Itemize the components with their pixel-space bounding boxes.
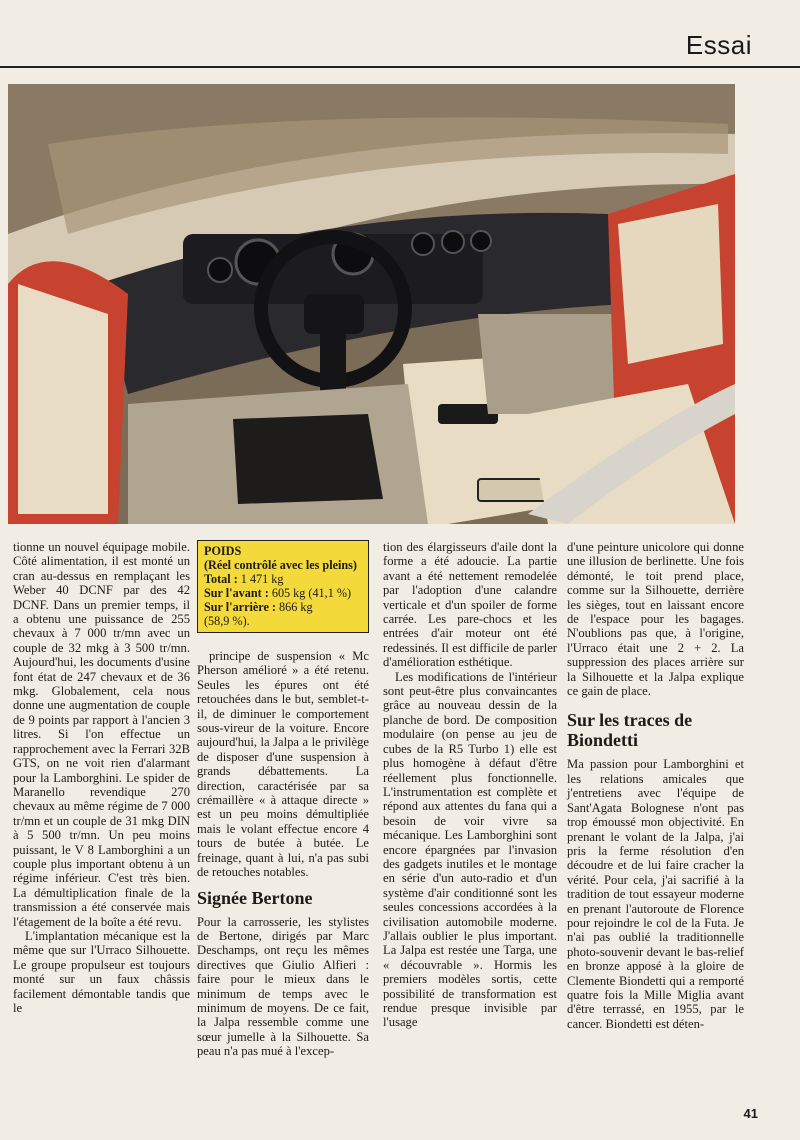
paragraph: Ma passion pour Lamborghini et les relations amicales que j'entretiens avec l'équipe de Sant'Agata Bolognese n'ont pas trop émoussé mon objectivité. En prenant le volant de la Jalpa, j'ai pris la ferme résolution d'en découdre et de lui faire cracher la vérité. Pour cela, j'ai sacrifié à la tradition de tout essayeur moderne en prenant l'autoroute de Florence pour rejoindre le col de la Futa. Je n'ai pas oublié la traditionnelle photo-souvenir devant le bas-relief en bronze apposé à la gloire de Clemente Biondetti qui a remporté quatre fois la Mille Miglia avant d'être terrassé, en 1955, par le cancer. Biondetti est déten- bbox=[567, 757, 744, 1031]
box-front-line bbox=[204, 586, 362, 600]
box-total-line bbox=[204, 572, 362, 586]
paragraph: Les modifications de l'intérieur sont peut-être plus convaincantes grâce au nouveau dessin de la planche de bord. De composition modulaire (on pense au jeu de cubes de la R5 Turbo 1) elle est plus homogène à défaut d'être réellement plus fonctionnelle. L'instrumentation est complète et répond aux attentes du fana qui a besoin de voir vivre sa mécanique. Les Lamborghini sont encore épargnées par l'invasion des gadgets inutiles et le montage en série d'un auto-radio et d'un système d'air conditionné sont les seules concessions accordées à la civilisation automobile moderne. J'allais oublier le plus important. La Jalpa est restée une Targa, une « découvrable ». Hormis les premiers modèles sortis, cette possibilité de transformation est rendue presque invisible par l'usage bbox=[383, 669, 557, 1030]
article-column-4 bbox=[567, 540, 744, 1031]
paragraph: principe de suspension « Mc Pherson amélioré » a été retenu. Seules les épures ont été retouchées dans le but, semblet-t-il, de diminuer le comportement sous-vireur de la voiture. Encore aujourd'hui, la Jalpa a le privilège de disposer d'une suspension à grands débattements. La direction, caractérisée par sa crémaillère « à attaque directe » est un peu moins démultipliée mais le volant effectue encore 4 tours de butée à butée. Le freinage, quant à lui, n'a pas subi de retouches notables. bbox=[197, 649, 369, 880]
paragraph: Pour la carrosserie, les stylistes de Bertone, dirigés par Marc Deschamps, ont reçu les mêmes directives que Giulio Alfieri : faire pour le mieux dans le minimum de temps avec le minimum de moyens. De ce fait, la Jalpa ressemble comme une sœur jumelle à la Silhouette. Sa peau n'a pas mué à l'excep- bbox=[197, 914, 369, 1059]
car-interior-photo bbox=[8, 84, 735, 524]
car-interior-illustration bbox=[8, 84, 735, 524]
subheading: Signée Bertone bbox=[197, 887, 313, 908]
article-column-3 bbox=[383, 540, 557, 1030]
paragraph: d'une peinture unicolore qui donne une illusion de berlinette. Une fois démonté, le toit prend place, comme sur la Silhouette, derrière les sièges, tout en laissant encore de l'espace pour les bagages. N'oublions pas que, à l'origine, l'Urraco était une 2 + 2. La suppression des places arrière sur la Silhouette et la Jalpa explique ce gain de place. bbox=[567, 540, 744, 699]
article-column-2 bbox=[197, 540, 369, 1059]
box-total-label: Total : bbox=[204, 572, 238, 586]
box-front-value: 605 kg (41,1 %) bbox=[271, 586, 352, 600]
box-total-value: 1 471 kg bbox=[240, 572, 284, 586]
box-title: POIDS bbox=[204, 544, 242, 558]
weight-info-box bbox=[197, 540, 369, 633]
box-subtitle: (Réel contrôlé avec les pleins) bbox=[204, 558, 357, 572]
box-rear-line bbox=[204, 600, 362, 614]
subheading: Sur les traces de Biondetti bbox=[567, 710, 693, 751]
paragraph: tionne un nouvel équipage mobile. Côté alimentation, il est monté un cran au-dessus en remplaçant les Weber 40 DCNF par des 42 DCNF. Dans un premier temps, il a obtenu une puissance de 255 chevaux à 7 000 tr/mn avec un couple de 32 mkg à 3 500 tr/mn. Aujourd'hui, les documents d'usine font état de 247 chevaux et de 36 mkg. Globalement, cela nous donne une augmentation de couple de 9 points par rapport à l'ancien 3 litres. Si l'on effectue un rapprochement avec la Ferrari 32B GTS, on ne voit rien d'alarmant pour la Lamborghini. Le spider de Maranello revendique 270 chevaux au même régime de 7 000 tr/mn et un couple de 31 mkg DIN à 5 500 tr/mn. Un peu moins puissant, le V 8 Lamborghini a un couple plus important obtenu à un régime inférieur. C'est très bien. La démultiplication finale de la transmission a été conservée mais l'étagement de la boîte a été revu. bbox=[13, 540, 190, 929]
paragraph: tion des élargisseurs d'aile dont la forme a été adoucie. La partie avant a été nettement remodelée par l'adoption d'une calandre verticale et d'un spoiler de forme carrée. Les pare-chocs et les entrées d'air moteur ont été redessinés. Il est difficile de parler d'amélioration esthétique. bbox=[383, 540, 557, 670]
header-rule bbox=[0, 66, 800, 68]
box-rear-pct: (58,9 %). bbox=[204, 614, 250, 628]
box-rear-label: Sur l'arrière : bbox=[204, 600, 276, 614]
paragraph: L'implantation mécanique est la même que sur l'Urraco Silhouette. Le groupe propulseur est toujours monté sur un faux châssis facilement démontable tandis que le bbox=[13, 928, 190, 1015]
section-tag: Essai bbox=[685, 30, 752, 60]
page-number: 41 bbox=[743, 1106, 758, 1121]
article-column-1 bbox=[13, 540, 190, 1015]
box-front-label: Sur l'avant : bbox=[204, 586, 269, 600]
box-rear-value: 866 kg bbox=[279, 600, 313, 614]
